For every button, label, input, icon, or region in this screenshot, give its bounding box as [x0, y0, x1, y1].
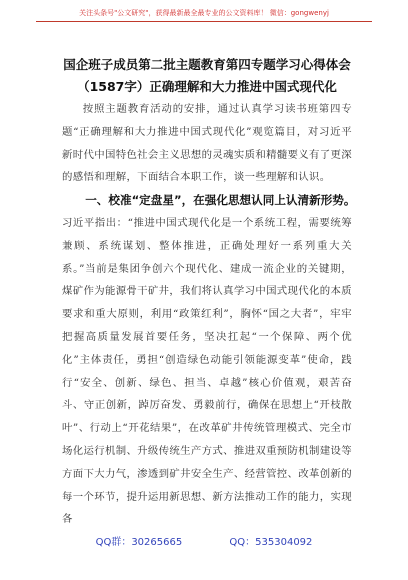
document-title-line2: （1587字）正确理解和大力推进中国式现代化: [77, 79, 337, 94]
section-heading-1: 一、校准“定盘星”，在强化思想认同上认清新形势。: [85, 193, 356, 208]
header-banner: 关注头条号"公文研究"，获得最新最全最专业的公文资料库！ 微信：gongwenyj: [36, 8, 372, 22]
document-content: [62, 54, 356, 531]
footer-contacts: [0, 533, 408, 548]
document-title-line1: 国企班子成员第二批主题教育第四专题学习心得体会: [63, 57, 351, 72]
qq-group-link[interactable]: QQ群：30265665: [95, 537, 183, 548]
intro-paragraph: 按照主题教育活动的安排，通过认真学习读书班第四专题“正确理解和大力推进中国式现代化”观览篇目，对习近平新时代中国特色社会主义思想的灵魂实质和精髓要义有了更深的感悟和理解，下面结合本职工作，谈一些理解和认识。: [62, 103, 352, 184]
body-paragraph: 习近平指出：“推进中国式现代化是一个系统工程，需要统筹兼顾、系统谋划、整体推进，正确处理好一系列重大关系。”当前是集团争创六个现代化、建成一流企业的关键期，煤矿作为能源骨干矿井，我们将认真学习中国式现代化的本质要求和重大原则，利用“政策红利”，胸怀“国之大者”，牢牢把握高质量发展首要任务，坚决扛起“一个保障、两个优化”主体责任，勇担“创造绿色动能引领能源变革”使命，践行“安全、创新、绿色、担当、卓越”核心价值观，艰苦奋斗、守正创新，踔厉奋发、勇毅前行，确保在思想上“开枝散叶”、行动上“开花结果”，在改革矿井传统管理模式、完全市场化运行机制、升级传统生产方式、推进双重预防机制建设等方面下大力气，渗透到矿井安全生产、经营管控、改革创新的每一个环节，提升运用新思想、新方法推动工作的能力，实现各: [62, 216, 352, 526]
qq-contact-link[interactable]: QQ：535304092: [229, 537, 313, 548]
